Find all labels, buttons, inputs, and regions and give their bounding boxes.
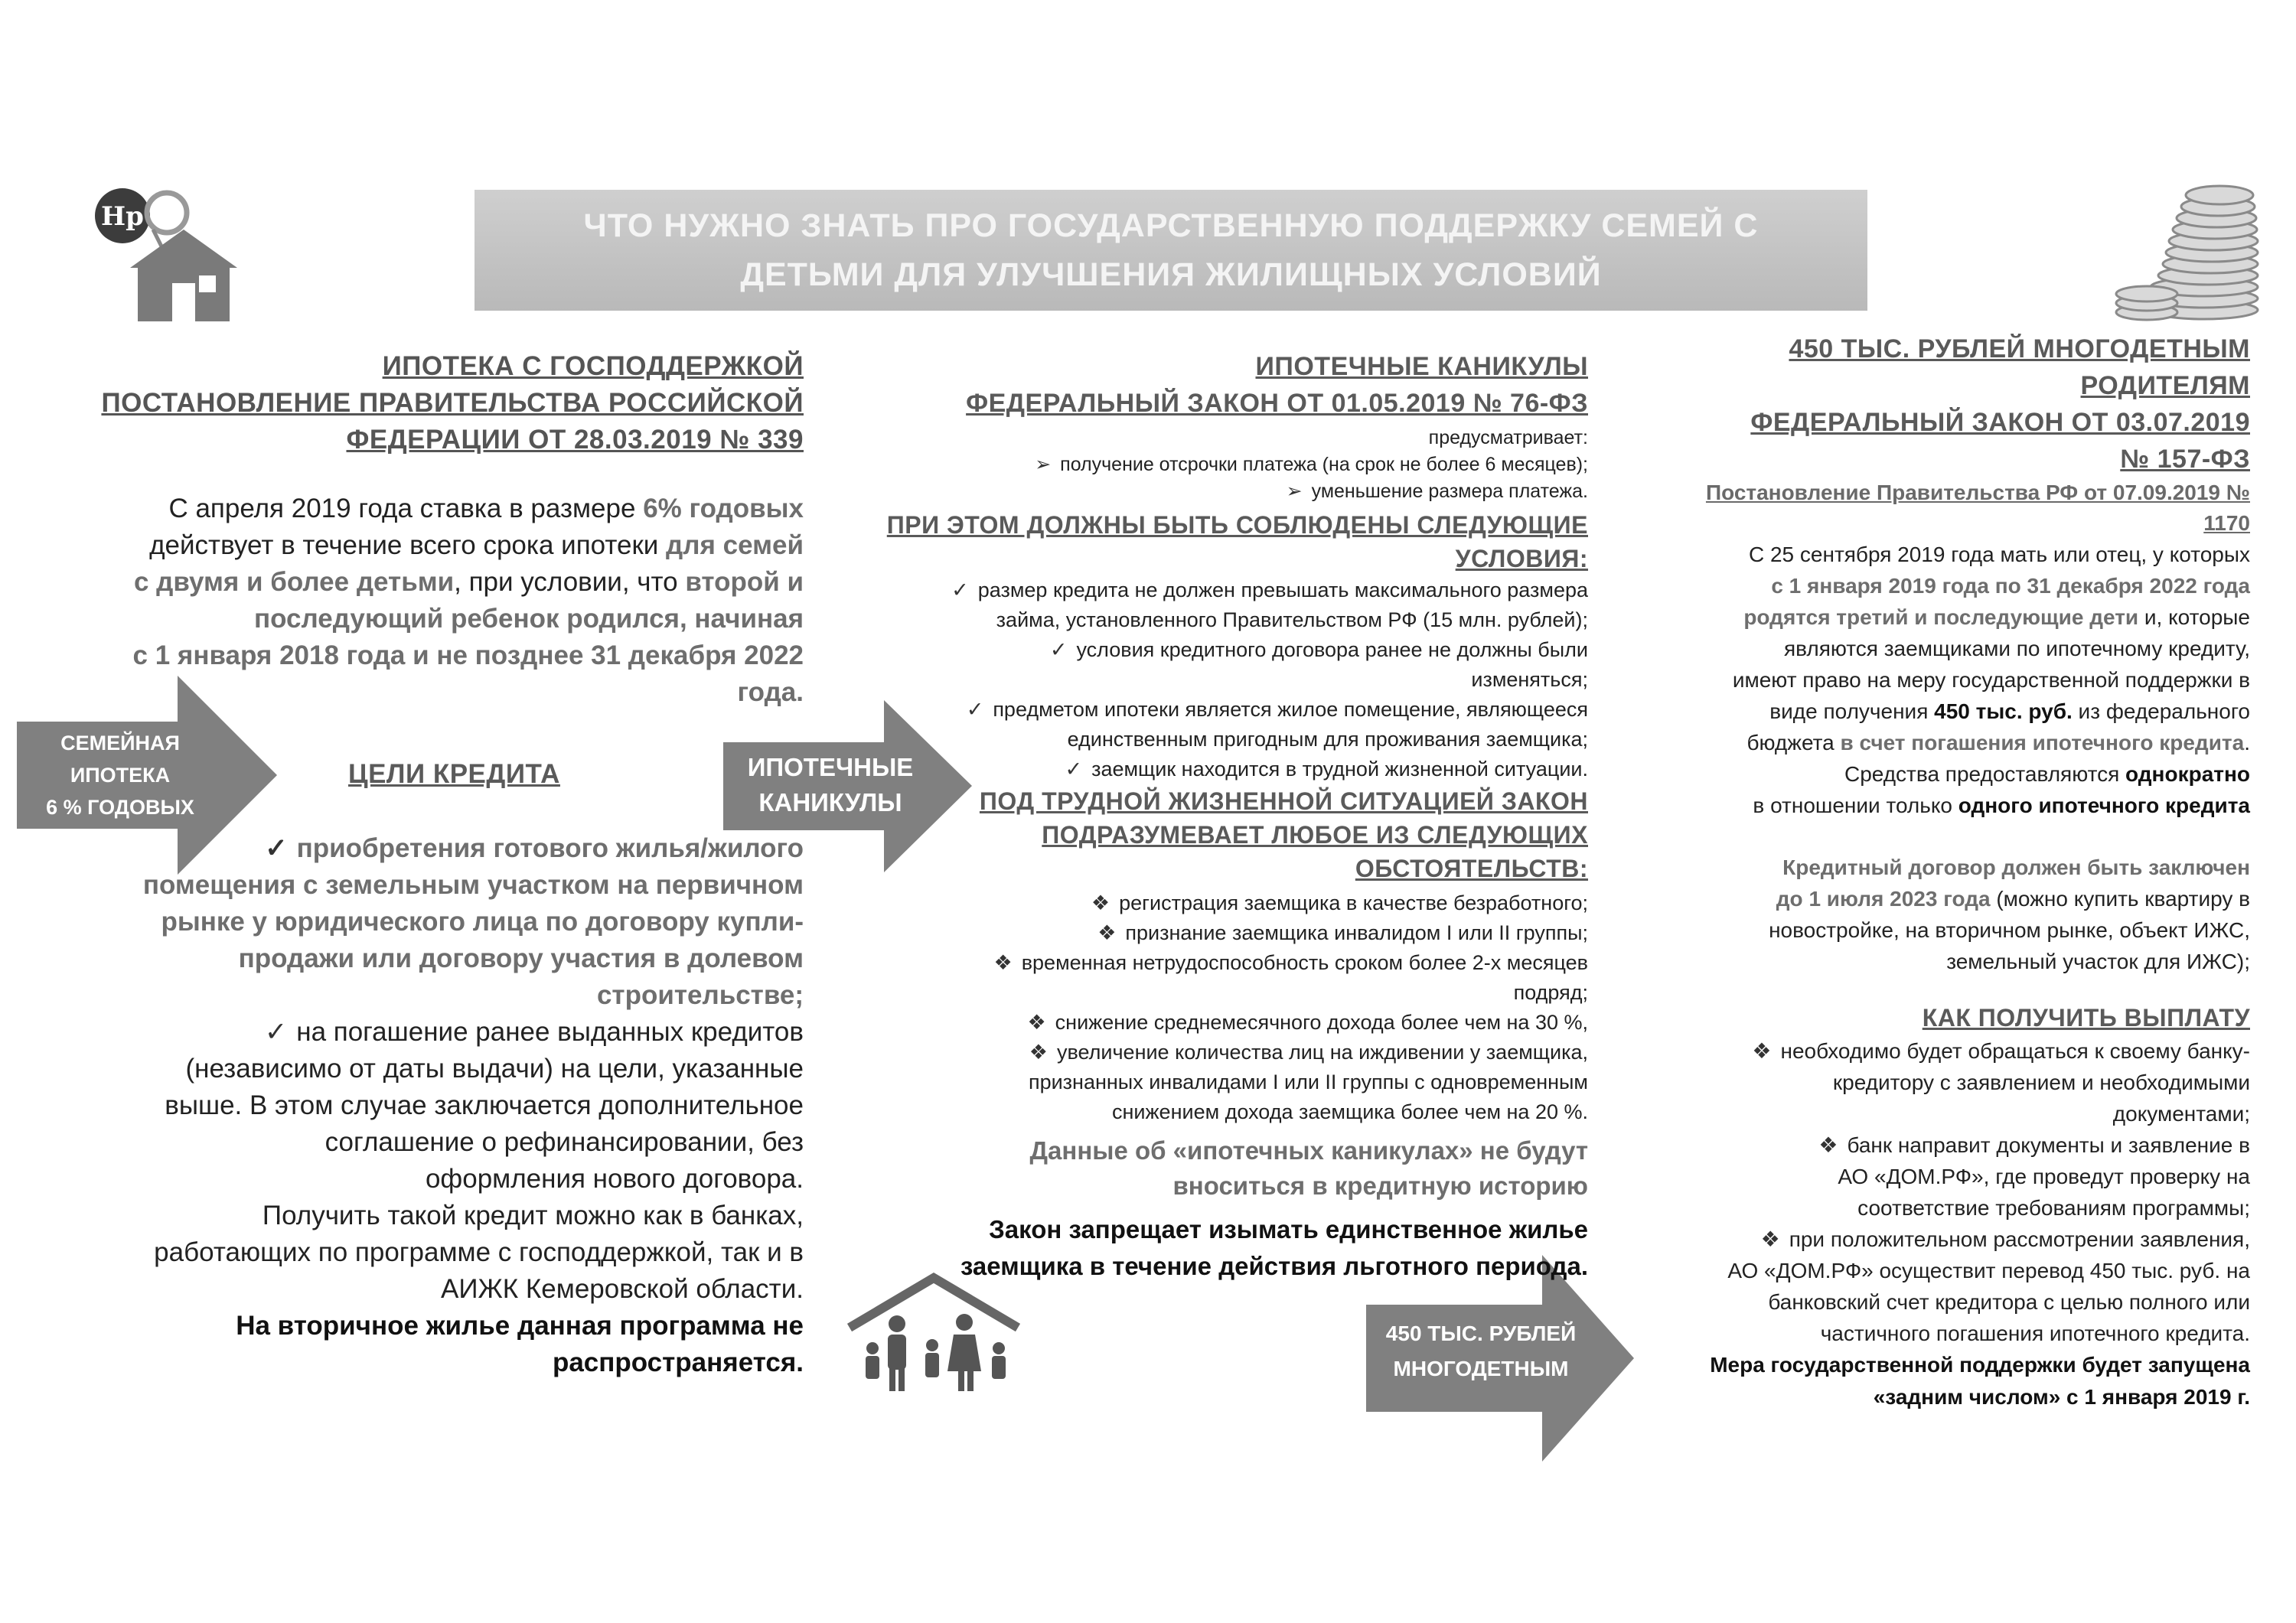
goals-heading: ЦЕЛИ КРЕДИТА — [348, 759, 560, 789]
law-note: Закон запрещает изымать единственное жилье заемщика в течение действия льготного периода. — [960, 1215, 1588, 1280]
hardship-heading: ПОД ТРУДНОЙ ЖИЗНЕННОЙ СИТУАЦИЕЙ ЗАКОН ПОДРАЗУМЕВАЕТ ЛЮБОЕ ИЗ СЛЕДУЮЩИХ ОБСТОЯТЕЛЬСТВ: — [979, 787, 1588, 882]
credit-history-note: Данные об «ипотечных каникулах» не будут вноситься в кредитную историю — [1029, 1136, 1588, 1200]
how-heading: КАК ПОЛУЧИТЬ ВЫПЛАТУ — [1922, 1004, 2250, 1031]
right-heading: 450 ТЫС. РУБЛЕЙ МНОГОДЕТНЫМ РОДИТЕЛЯМ ФЕДЕРАЛЬНЫЙ ЗАКОН ОТ 03.07.2019 № 157-ФЗ — [1750, 334, 2250, 474]
coins-icon — [2112, 176, 2273, 321]
conditions-heading: ПРИ ЭТОМ ДОЛЖНЫ БЫТЬ СОБЛЮДЕНЫ СЛЕДУЮЩИЕ УСЛОВИЯ: — [886, 511, 1588, 572]
provides: предусматривает: ➢ получение отсрочки платежа (на срок не более 6 месяцев); ➢ уменьшение размера платежа. — [1035, 427, 1588, 502]
decree: Постановление Правительства РФ от 07.09.2019 № 1170 — [1705, 481, 2250, 535]
hardship-list: ❖ регистрация заемщика в качестве безработного; ❖ признание заемщика инвалидом I или II группы; ❖ временная нетрудоспособность сроком более 2-х месяцев подряд; ❖ снижение среднемесячного дохода более чем на 30 %, ❖ увеличение количества лиц на иждивении у заемщика, признанных инвалидами I или II группы с одновременным снижением дохода заемщика более чем на 20 %. — [993, 891, 1588, 1123]
title-line-1: ЧТО НУЖНО ЗНАТЬ ПРО ГОСУДАРСТВЕННУЮ ПОДДЕРЖКУ СЕМЕЙ С — [583, 207, 1759, 244]
right-body: С 25 сентября 2019 года мать или отец, у которых с 1 января 2019 года по 31 декабря 2022 года родятся третий и последующие дети и, которые являются заемщиками по ипотечному кредиту, имеют право на меру государственной поддержки в виде получения 450 тыс. руб. из федерального бюджета в счет погашения ипотечного кредита. Средства предоставляются однократно в отношении только одного ипотечного кредита — [1732, 543, 2250, 817]
retro-note: Мера государственной поддержки будет запущена «задним числом» с 1 января 2019 г. — [1710, 1353, 2250, 1409]
middle-heading: ИПОТЕЧНЫЕ КАНИКУЛЫ ФЕДЕРАЛЬНЫЙ ЗАКОН ОТ 01.05.2019 № 76-ФЗ — [966, 352, 1588, 418]
middle-column — [880, 348, 1588, 1285]
svg-text:Hp: Hp — [101, 201, 144, 232]
right-column — [1645, 331, 2250, 1413]
left-heading: ИПОТЕКА С ГОСПОДДЕРЖКОЙ ПОСТАНОВЛЕНИЕ ПРАВИТЕЛЬСТВА РОССИЙСКОЙ ФЕДЕРАЦИИ ОТ 28.03.2019 № 339 — [101, 351, 804, 455]
how-list: ❖ необходимо будет обращаться к своему банку- кредитору с заявлением и необходимыми документами; ❖ банк направит документы и заявление в АО «ДОМ.РФ», где проведут проверку на соответствие требованиям программы; ❖ при положительном рассмотрении заявления, АО «ДОМ.РФ» осуществит перевод 450 тыс. руб. на банковский счет кредитора с целью полного или частичного погашения ипотечного кредита. — [1727, 1039, 2250, 1345]
family-house-icon — [842, 1270, 1026, 1393]
house-keys-icon — [77, 184, 253, 337]
arrow-family-mortgage-label: СЕМЕЙНАЯ ИПОТЕКА 6 % ГОДОВЫХ — [46, 732, 194, 819]
title-line-2: ДЕТЬМИ ДЛЯ УЛУЧШЕНИЯ ЖИЛИЩНЫХ УСЛОВИЙ — [740, 256, 1602, 293]
arrow-large-families-label: 450 ТЫС. РУБЛЕЙ МНОГОДЕТНЫМ — [1385, 1322, 1577, 1380]
arrow-mortgage-holidays-label: ИПОТЕЧНЫЕ КАНИКУЛЫ — [747, 753, 914, 816]
goals-list: ✓ приобретения готового жилья/жилого помещения с земельным участком на первичном рынке у юридического лица по договору купли- продажи или договору участия в долевом строительстве; ✓ на погашение ранее выданных кредитов (независимо от даты выдачи) на цели, указанные выше. В этом случае заключается дополнительное соглашение о рефинансировании, без оформления нового договора. Получить такой кредит можно как в банках, работающих по программе с господдержкой, так и в АИЖК Кемеровской области. На вторичное жилье данная программа не распространяется. — [142, 833, 804, 1377]
title-banner — [475, 190, 1867, 311]
left-column — [92, 348, 804, 711]
conditions-list: ✓ размер кредита не должен превышать максимального размера займа, установленного Правительством РФ (15 млн. рублей); ✓ условия кредитного договора ранее не должны были изменяться; ✓ предметом ипотеки является жилое помещение, являющееся единственным пригодным для проживания заемщика; ✓ заемщик находится в трудной жизненной ситуации. — [951, 578, 1588, 781]
contract-note: Кредитный договор должен быть заключен до 1 июля 2023 года (можно купить квартиру в новостройке, на вторичном рынке, объект ИЖС, земельный участок для ИЖС); — [1769, 855, 2250, 973]
left-intro: С апреля 2019 года ставка в размере 6% годовых действует в течение всего срока ипотеки для семей с двумя и более детьми, при условии, что второй и последующий ребенок родился, начиная с 1 января 2018 года и не позднее 31 декабря 2022 года. — [132, 494, 804, 707]
